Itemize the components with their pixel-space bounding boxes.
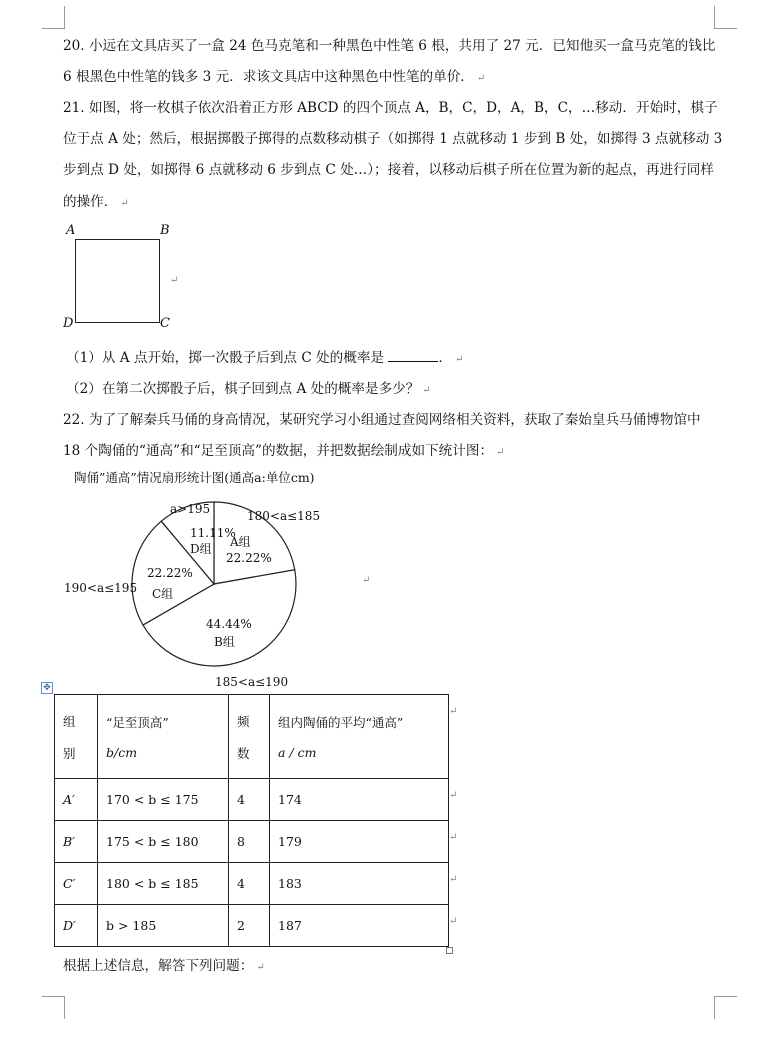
table-resize-handle[interactable] (446, 947, 453, 954)
cell-group: D′ (55, 905, 98, 947)
cell-group: C′ (55, 863, 98, 905)
paragraph-mark: ↵ (449, 706, 458, 717)
cell-group: A′ (55, 779, 98, 821)
cell-frequency: 8 (229, 821, 270, 863)
cell-average: 187 (270, 905, 449, 947)
cell-range: 170 < b ≤ 175 (98, 779, 229, 821)
q21-line-4: 的操作． ↵ (63, 194, 129, 210)
paragraph-mark: ↵ (170, 275, 179, 286)
slice-range-c: 190<a≤195 (64, 581, 138, 595)
page-corner-top-left (42, 6, 65, 29)
data-table (54, 694, 449, 947)
slice-percent-b: 44.44% (206, 617, 252, 631)
page-corner-top-right (714, 6, 737, 29)
slice-percent-c: 22.22% (147, 566, 193, 580)
cell-average: 183 (270, 863, 449, 905)
square-vertex-a: A (66, 223, 76, 238)
slice-group-c: C组 (152, 587, 174, 601)
table-row (55, 905, 449, 947)
paragraph-mark: ↵ (449, 790, 458, 801)
cell-range: 180 < b ≤ 185 (98, 863, 229, 905)
header-height: “足至顶高” b/cm (98, 695, 229, 779)
paragraph-mark: ↵ (449, 832, 458, 843)
square-vertex-c: C (160, 316, 170, 331)
table-row (55, 821, 449, 863)
header-average: 组内陶俑的平均“通高” a / cm (270, 695, 449, 779)
table-move-handle-icon[interactable]: ✥ (41, 682, 53, 694)
q21-sub-1: （1）从 A 点开始，掷一次骰子后到点 C 处的概率是 ． ↵ (66, 350, 464, 366)
paragraph-mark: ↵ (362, 575, 371, 586)
slice-group-b: B组 (214, 635, 235, 649)
square-abcd (75, 239, 160, 323)
cell-average: 174 (270, 779, 449, 821)
q21-sub-2: （2）在第二次掷骰子后，棋子回到点 A 处的概率是多少？ ↵ (66, 381, 431, 397)
table-row (55, 863, 449, 905)
slice-range-b: 185<a≤190 (215, 675, 289, 689)
q22-line-1: 22. 为了了解秦兵马俑的身高情况，某研究学习小组通过查阅网络相关资料，获取了秦始皇兵马俑博物馆中 (63, 412, 701, 428)
slice-percent-a: 22.22% (226, 551, 272, 565)
square-vertex-d: D (63, 316, 74, 331)
cell-frequency: 4 (229, 779, 270, 821)
q22-outro: 根据上述信息，解答下列问题： ↵ (63, 958, 265, 974)
cell-group: B′ (55, 821, 98, 863)
cell-frequency: 4 (229, 863, 270, 905)
q20-line-1: 20. 小远在文具店买了一盒 24 色马克笔和一种黑色中性笔 6 根，共用了 27 元．已知他买一盒马克笔的钱比 (63, 38, 716, 54)
slice-range-d: a>195 (170, 502, 211, 516)
pie-chart (60, 490, 350, 690)
cell-average: 179 (270, 821, 449, 863)
slice-group-d: D组 (190, 542, 212, 556)
answer-blank[interactable] (388, 349, 438, 362)
header-frequency: 频 数 (229, 695, 270, 779)
header-group: 组 别 (55, 695, 98, 779)
chart-title: 陶俑”通高”情况扇形统计图(通高a:单位cm) (74, 470, 315, 485)
q21-line-1: 21. 如图，将一枚棋子依次沿着正方形 ABCD 的四个顶点 A，B，C，D，A，B，C，…移动．开始时，棋子 (63, 100, 718, 116)
cell-frequency: 2 (229, 905, 270, 947)
slice-range-a: 180<a≤185 (247, 509, 321, 523)
slice-percent-d: 11.11% (190, 526, 236, 540)
page-corner-bottom-left (42, 996, 65, 1019)
q21-line-3: 步到点 D 处，如掷得 6 点就移动 6 步到点 C 处…）；接着，以移动后棋子所在位置为新的起点，再进行同样 (63, 162, 714, 178)
q22-line-2: 18 个陶俑的“通高”和“足至顶高”的数据，并把数据绘制成如下统计图： ↵ (63, 443, 505, 459)
cell-range: b > 185 (98, 905, 229, 947)
table-header-row (55, 695, 449, 779)
table-row (55, 779, 449, 821)
paragraph-mark: ↵ (449, 874, 458, 885)
q20-line-2: 6 根黑色中性笔的钱多 3 元．求该文具店中这种黑色中性笔的单价． ↵ (63, 69, 486, 85)
page-corner-bottom-right (714, 996, 737, 1019)
slice-group-a: A组 (230, 535, 251, 549)
q21-line-2: 位于点 A 处；然后，根据掷骰子掷得的点数移动棋子（如掷得 1 点就移动 1 步到 B 处，如掷得 3 点就移动 3 (63, 131, 723, 147)
square-vertex-b: B (160, 223, 170, 238)
paragraph-mark: ↵ (449, 916, 458, 927)
cell-range: 175 < b ≤ 180 (98, 821, 229, 863)
